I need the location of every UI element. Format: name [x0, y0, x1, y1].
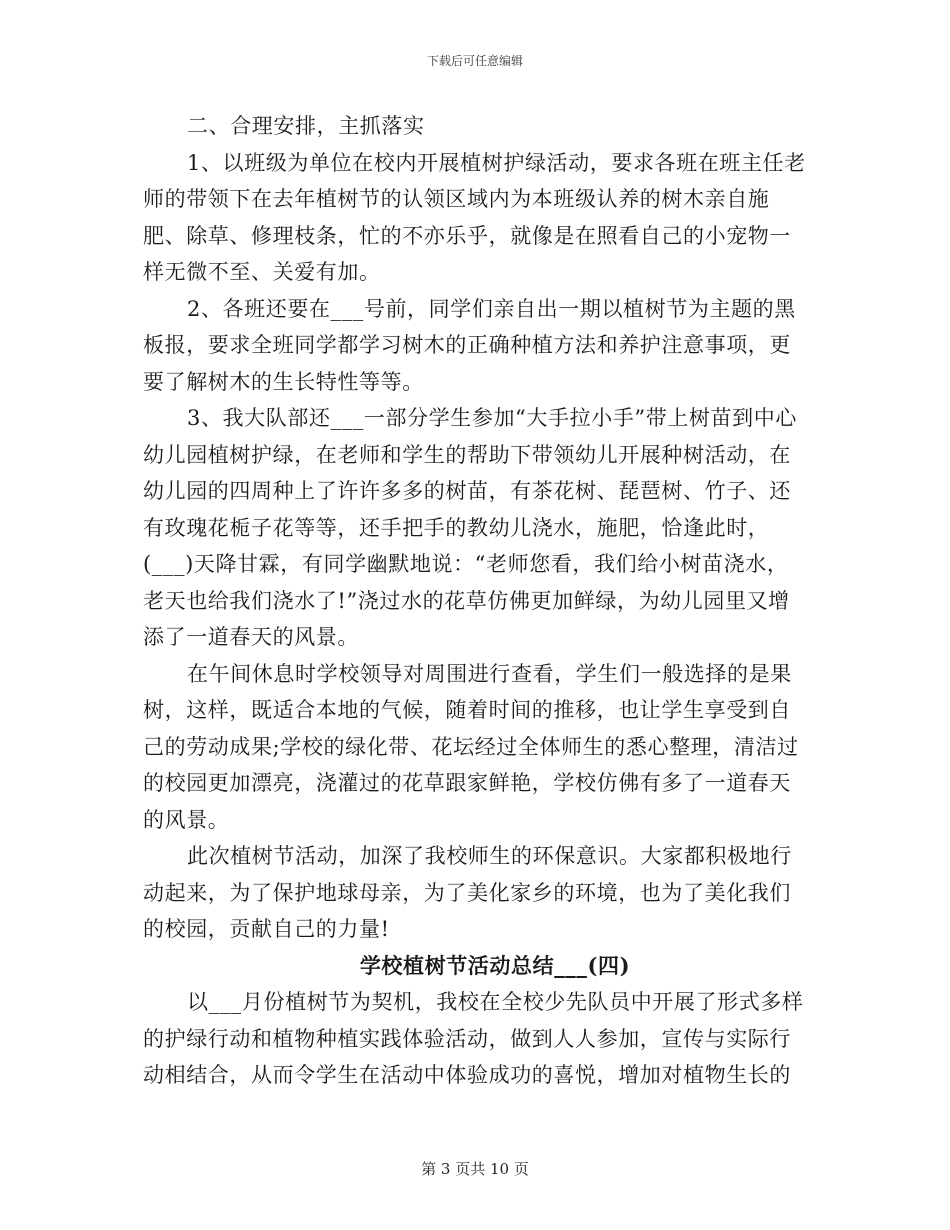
paragraph-summary: 此次植树节活动，加深了我校师生的环保意识。大家都积极地行动起来，为了保护地球母亲，为了美化家乡的环境，也为了美化我们的校园，贡献自己的力量!: [143, 844, 792, 941]
paragraph-item-3: 3、我大队部还___一部分学生参加“大手拉小手”带上树苗到中心幼儿园植树护绿，在老师和学生的帮助下带领幼儿开展种树活动，在幼儿园的四周种上了许许多多的树苗，有茶花树、琵琶树、竹子、还有玫瑰花栀子花等等，还手把手的教幼儿浇水，施肥，恰逢此时，(___)天降甘霖，有同学幽默地说：“老师您看，我们给小树苗浇水，老天也给我们浇水了!”浇过水的花草仿佛更加鲜绿，为幼儿园里又增添了一道春天的风景。: [143, 406, 797, 649]
paragraph-item-2: 2、各班还要在___号前，同学们亲自出一期以植树节为主题的黑板报，要求全班同学都学习树木的正确种植方法和养护注意事项，更要了解树木的生长特性等等。: [143, 296, 796, 394]
section-heading: 二、合理安排，主抓落实: [187, 114, 425, 138]
section-title-four: 学校植树节活动总结___(四): [359, 952, 631, 978]
document-body: [143, 108, 807, 1094]
page-number: 第 3 页共 10 页: [421, 1160, 529, 1178]
paragraph-section-four: 以___月份植树节为契机，我校在全校少先队员中开展了形式多样的护绿行动和植物种植实践体验活动，做到人人参加，宣传与实际行动相结合，从而令学生在活动中体验成功的喜悦，增加对植物生长的: [143, 990, 804, 1087]
paragraph-item-1: 1、以班级为单位在校内开展植树护绿活动，要求各班在班主任老师的带领下在去年植树节的认领区域内为本班级认养的树木亲自施肥、除草、修理枝条，忙的不亦乐乎，就像是在照看自己的小宠物一样无微不至、关爱有加。: [143, 150, 806, 284]
paragraph-noon-inspection: 在午间休息时学校领导对周围进行查看，学生们一般选择的是果树，这样，既适合本地的气候，随着时间的推移，也让学生享受到自己的劳动成果;学校的绿化带、花坛经过全体师生的悉心整理，清洁过的校园更加漂亮，浇灌过的花草跟家鲜艳，学校仿佛有多了一道春天的风景。: [143, 661, 799, 832]
page-header: 下载后可任意编辑: [426, 54, 523, 68]
